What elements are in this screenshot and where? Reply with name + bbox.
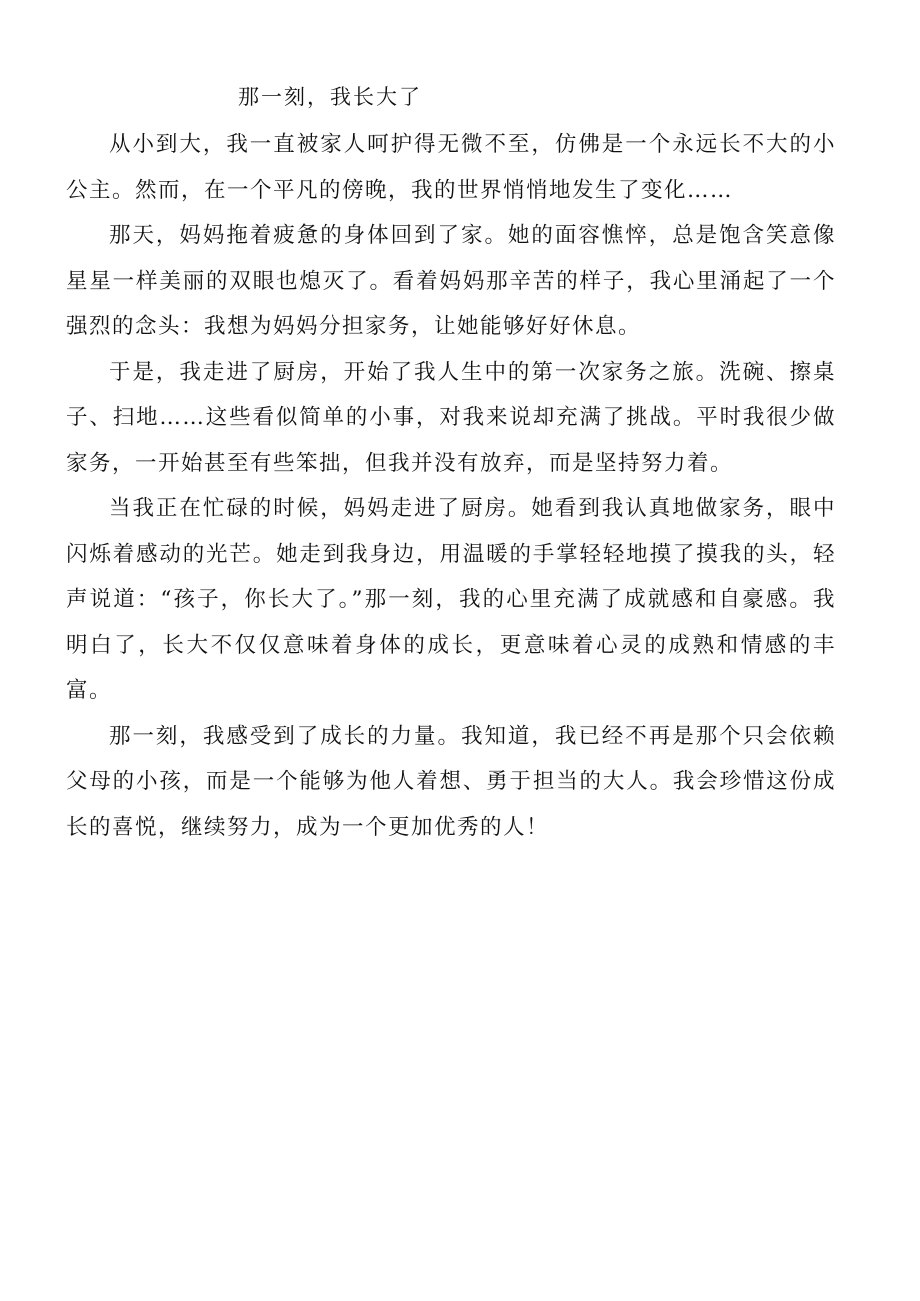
paragraph-1: 从小到大，我一直被家人呵护得无微不至，仿佛是一个永远长不大的小公主。然而，在一个平凡的傍晚，我的世界悄悄地发生了变化…… <box>66 132 836 203</box>
paragraph-5: 那一刻，我感受到了成长的力量。我知道，我已经不再是那个只会依赖父母的小孩，而是一个能够为他人着想、勇于担当的大人。我会珍惜这份成长的喜悦，继续努力，成为一个更加优秀的人！ <box>66 723 836 840</box>
paragraph-4: 当我正在忙碌的时候，妈妈走进了厨房。她看到我认真地做家务，眼中闪烁着感动的光芒。她走到我身边，用温暖的手掌轻轻地摸了摸我的头，轻声说道：“孩子，你长大了。”那一刻，我的心里充满了成就感和自豪感。我明白了，长大不仅仅意味着身体的成长，更意味着心灵的成熟和情感的丰富。 <box>66 496 836 703</box>
essay-body <box>66 122 836 850</box>
essay-title: 那一刻，我长大了 <box>238 85 422 109</box>
paragraph-2: 那天，妈妈拖着疲惫的身体回到了家。她的面容憔悴，总是饱含笑意像星星一样美丽的双眼也熄灭了。看着妈妈那辛苦的样子，我心里涌起了一个强烈的念头：我想为妈妈分担家务，让她能够好好休息。 <box>66 223 836 339</box>
paragraph-3: 于是，我走进了厨房，开始了我人生中的第一次家务之旅。洗碗、擦桌子、扫地……这些看似简单的小事，对我来说却充满了挑战。平时我很少做家务，一开始甚至有些笨拙，但我并没有放弃，而是坚持努力着。 <box>66 359 836 476</box>
